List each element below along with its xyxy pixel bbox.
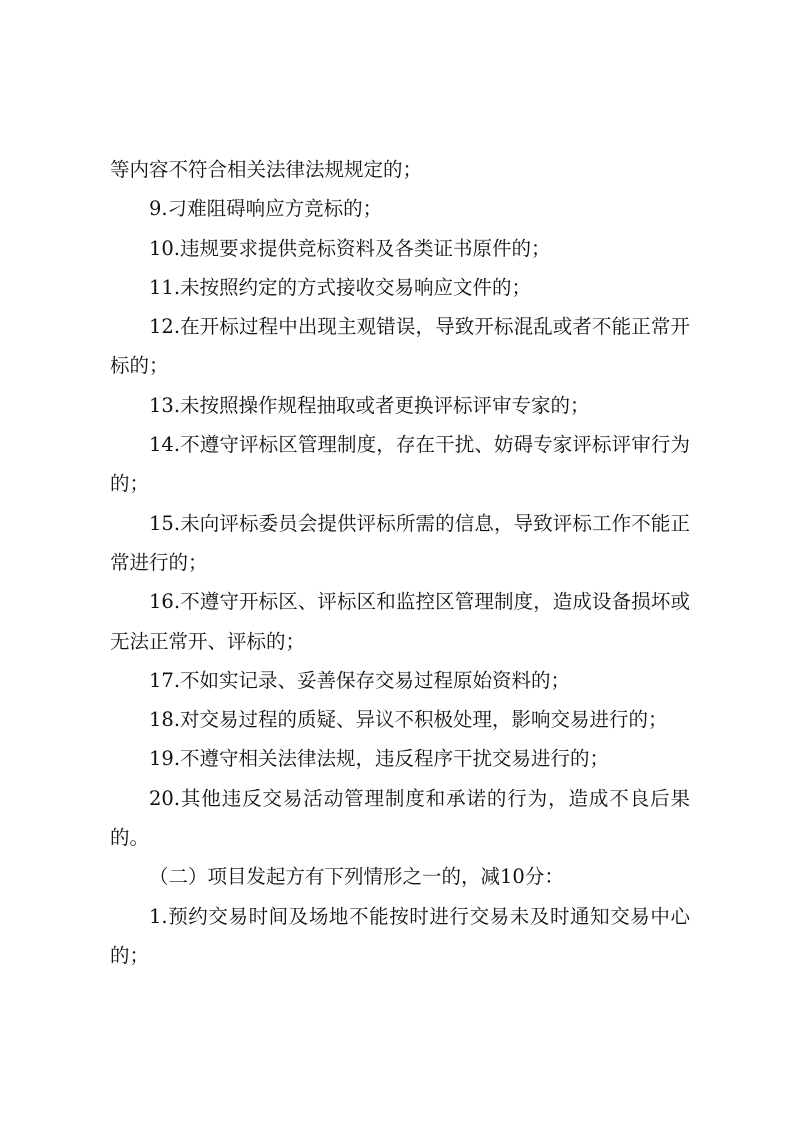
paragraph-item-12: 12.在开标过程中出现主观错误，导致开标混乱或者不能正常开标的； [110,315,690,378]
paragraph-item-10: 10.违规要求提供竞标资料及各类证书原件的； [149,236,551,260]
paragraph-item-16: 16.不遵守开标区、评标区和监控区管理制度，造成设备损坏或无法正常开、评标的； [110,590,690,653]
paragraph-item-15: 15.未向评标委员会提供评标所需的信息，导致评标工作不能正常进行的； [110,511,690,574]
paragraph-item-20: 20.其他违反交易活动管理制度和承诺的行为，造成不良后果的。 [110,786,690,850]
paragraph-item-18: 18.对交易过程的质疑、异议不积极处理，影响交易进行的； [149,708,668,732]
paragraph-item-11: 11.未按照约定的方式接收交易响应文件的； [149,275,532,299]
paragraph-continuation: 等内容不符合相关法律法规规定的； [110,158,423,181]
paragraph-item-14: 14.不遵守评标区管理制度，存在干扰、妨碍专家评标评审行为的； [110,433,690,496]
document-body [110,150,690,975]
paragraph-item-19: 19.不遵守相关法律法规，违反程序干扰交易进行的； [149,747,610,771]
paragraph-item-9: 9.刁难阻碍响应方竞标的； [149,197,383,221]
paragraph-item-17: 17.不如实记录、妥善保存交易过程原始资料的； [149,668,571,692]
paragraph-section2-item-1: 1.预约交易时间及场地不能按时进行交易未及时通知交易中心的； [110,904,690,967]
paragraph-item-13: 13.未按照操作规程抽取或者更换评标评审专家的； [149,393,590,417]
section-heading-2: （二）项目发起方有下列情形之一的，减10分： [149,865,564,889]
